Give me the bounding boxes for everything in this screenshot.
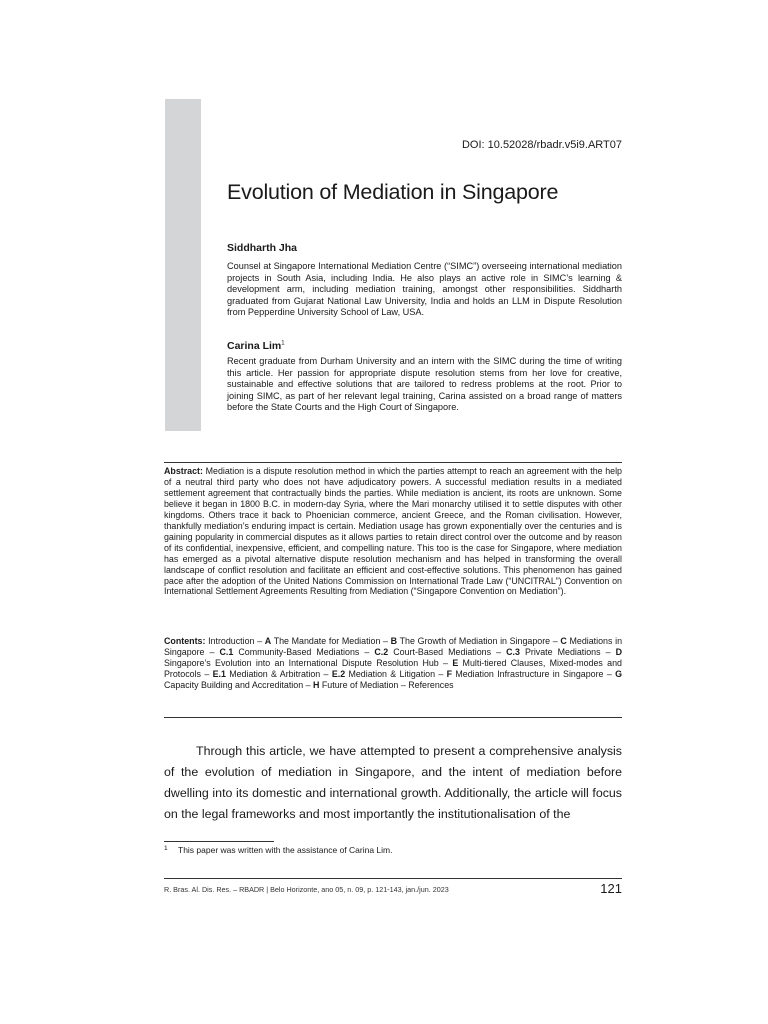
doi-line: DOI: 10.52028/rbadr.v5i9.ART07 bbox=[461, 139, 622, 151]
footnote-mark: 1 bbox=[281, 340, 285, 347]
abstract-top-rule bbox=[164, 462, 622, 463]
contents-item-mark: E bbox=[452, 657, 459, 668]
contents-item-text: Singapore’s Evolution into an International Dispute Resolution Hub – bbox=[164, 657, 453, 668]
contents-item-text: Mediation & Arbitration – bbox=[225, 668, 332, 679]
contents-item-mark: E.1 bbox=[212, 668, 226, 679]
footer-citation: R. Bras. Al. Dis. Res. – RBADR | Belo Horizonte, ano 05, n. 09, p. 121-143, jan./jun. 2023 bbox=[164, 885, 449, 894]
footnote-text: This paper was written with the assistance of Carina Lim. bbox=[178, 845, 393, 855]
contents-item-mark: C.2 bbox=[374, 646, 389, 657]
contents-item-text: The Mandate for Mediation – bbox=[271, 636, 391, 646]
footnote bbox=[164, 845, 392, 855]
decorative-side-bar bbox=[165, 99, 201, 431]
abstract-label: Abstract: bbox=[164, 466, 203, 476]
page-number: 121 bbox=[600, 881, 622, 896]
footnote-number: 1 bbox=[164, 845, 168, 852]
contents-item-text: Community-Based Mediations – bbox=[233, 646, 375, 657]
contents-item-text: Introduction – bbox=[205, 636, 265, 646]
author-name-text: Siddharth Jha bbox=[227, 242, 298, 254]
contents-item-text: Mediations in Singapore – bbox=[164, 636, 622, 657]
author-name bbox=[227, 340, 285, 352]
contents-items bbox=[164, 636, 622, 690]
body-paragraph: Through this article, we have attempted to present a comprehensive analysis of the evolution of mediation in Singapore, and the intent of mediation before dwelling into its domestic and international growth. Additionally, the article will focus on the legal frameworks and most importantly the institutionalisation of the bbox=[164, 744, 622, 821]
contents-item-mark: H bbox=[313, 679, 320, 690]
contents-item-text: Private Mediations – bbox=[519, 646, 616, 657]
contents-item-text: The Growth of Mediation in Singapore – bbox=[397, 636, 561, 646]
contents-item-mark: F bbox=[446, 668, 453, 679]
contents-item-mark: D bbox=[615, 646, 622, 657]
abstract-text: Mediation is a dispute resolution method in which the parties attempt to reach an agreement with the help of a neutral third party who does not have adjudicatory powers. A successful mediation results in a mediated settlement agreement that contractually binds the parties. While mediation is ancient, its roots are unknown. Some believe it began in 1800 B.C. in modern-day Syria, where the Mari monarchy utilised it to settle disputes with other kingdoms. Others trace it back to Phoenician commerce, ancient Greece, and the Roman civilisation. However, thankfully mediation’s enduring impact is certain. Mediation usage has grown exponentially over the centuries and is gaining popularity in commercial disputes as it allows parties to retain direct control over the outcome and by reason of its confidential, inexpensive, efficient, and compelling nature. This too is the case for Singapore, where mediation has emerged as a pivotal alternative dispute resolution mechanism and has helped in transforming the overall landscape of conflict resolution and facilitate an efficient and cost-effective solutions. This phenomenon has gained pace after the adoption of the United Nations Commission on International Trade Law (“UNCITRAL”) Convention on International Settlement Agreements Resulting from Mediation (“Singapore Convention on Mediation”). bbox=[164, 466, 622, 597]
contents-item-mark: A bbox=[264, 636, 272, 646]
contents-item-mark: C.3 bbox=[506, 646, 520, 657]
contents-item-mark: G bbox=[615, 668, 622, 679]
author-name bbox=[227, 242, 297, 254]
author-bio: Counsel at Singapore International Mediation Centre (“SIMC”) overseeing international mediation projects in South Asia, including India. He also plays an active role in SIMC’s learning & development arm, including mediation training, amongst other responsibilities. Siddharth graduated from Gujarat National Law University, India and holds an LLM in Dispute Resolution from Pepperdine University School of Law, USA. bbox=[227, 261, 622, 318]
contents-item-text: Multi-tiered Clauses, Mixed-modes and Protocols – bbox=[164, 657, 622, 679]
contents-item-text: Mediation & Litigation – bbox=[345, 668, 447, 679]
contents-item-mark: B bbox=[390, 636, 398, 646]
footnote-rule bbox=[164, 841, 274, 842]
article-title: Evolution of Mediation in Singapore bbox=[227, 180, 559, 204]
contents-item-text: Mediation Infrastructure in Singapore – bbox=[452, 668, 616, 679]
abstract bbox=[164, 466, 622, 597]
contents bbox=[164, 636, 622, 691]
contents-item-mark: C bbox=[560, 636, 567, 646]
contents-item-text: Future of Mediation – References bbox=[319, 679, 454, 690]
contents-label: Contents: bbox=[164, 636, 206, 646]
footer-rule bbox=[164, 878, 622, 879]
author-name-text: Carina Lim bbox=[227, 340, 282, 352]
contents-item-text: Capacity Building and Accreditation – bbox=[164, 679, 313, 690]
contents-item-text: Court-Based Mediations – bbox=[388, 646, 507, 657]
contents-item-mark: E.2 bbox=[331, 668, 346, 679]
author-bio: Recent graduate from Durham University and an intern with the SIMC during the time of writing this article. Her passion for appropriate dispute resolution stems from her love for creative, sustainable and effective solutions that are tailored to redress problems at the root. Prior to joining SIMC, as part of her relevant legal training, Carina assisted on a broad range of matters before the State Courts and the High Court of Singapore. bbox=[227, 356, 622, 413]
contents-item-mark: C.1 bbox=[219, 646, 234, 657]
contents-bottom-rule bbox=[164, 717, 622, 718]
